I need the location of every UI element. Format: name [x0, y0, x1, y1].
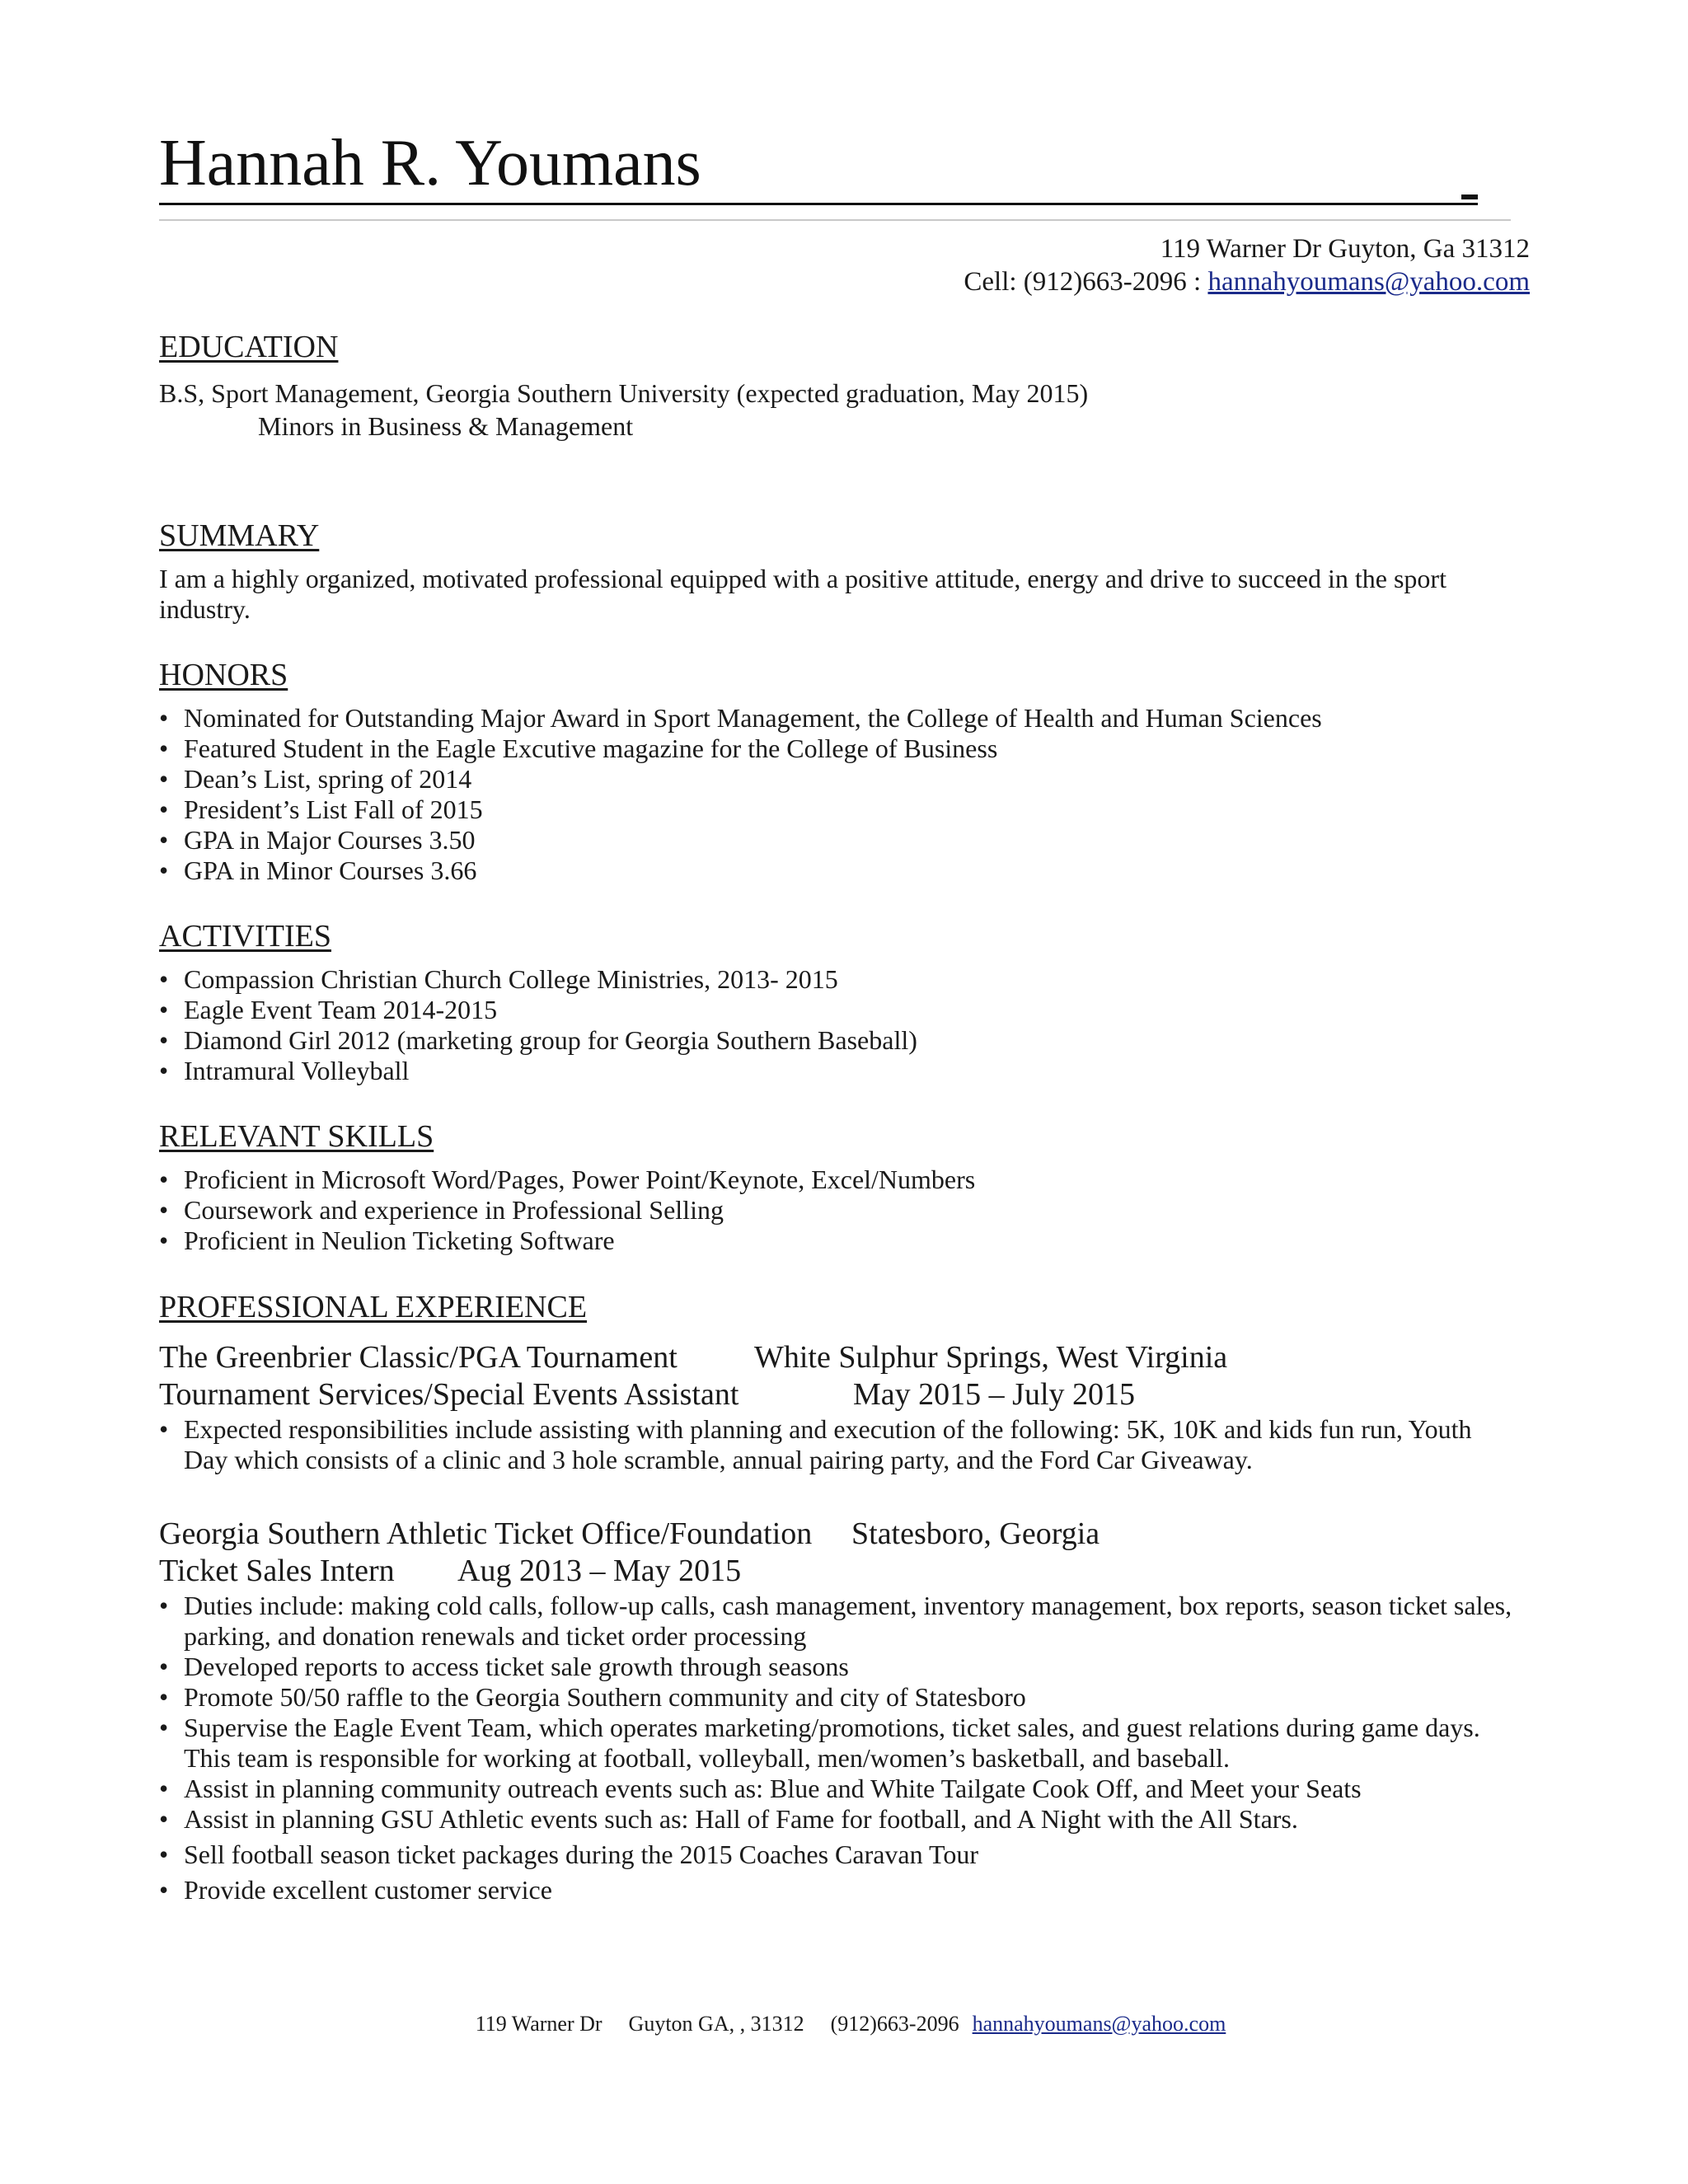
job-2-org: Georgia Southern Athletic Ticket Office/Foundation — [159, 1516, 813, 1551]
list-item: • Expected responsibilities include assisting with planning and execution of the following: 5K, 10K and kids fun run, Youth Day which consists of a clinic and 3 hole scramble, annual pairing party, and the Ford Car Giveaway. — [159, 1414, 1511, 1475]
name-underline-mark — [1461, 194, 1478, 199]
summary-heading: SUMMARY — [159, 518, 320, 553]
list-item: • Eagle Event Team 2014-2015 — [159, 995, 1544, 1025]
header-divider — [159, 219, 1511, 221]
job-1-role: Tournament Services/Special Events Assistant — [159, 1377, 739, 1412]
job-1-location: White Sulphur Springs, West Virginia — [754, 1340, 1228, 1375]
applicant-name — [159, 124, 1478, 205]
list-item: • Sell football season ticket packages during the 2015 Coaches Caravan Tour — [159, 1840, 1527, 1870]
contact-address: 119 Warner Dr Guyton, Ga 31312 — [1160, 234, 1530, 264]
experience-heading: PROFESSIONAL EXPERIENCE — [159, 1290, 588, 1324]
skills-list — [159, 1165, 1544, 1256]
footer-phone: (912)663-2096 — [830, 2012, 959, 2036]
list-item: • President’s List Fall of 2015 — [159, 794, 1544, 825]
list-item: • Supervise the Eagle Event Team, which operates marketing/promotions, ticket sales, and guest relations during game days. This team is responsible for working at football, volleyball, men/women’s basketball, and baseball. — [159, 1713, 1527, 1774]
education-heading: EDUCATION — [159, 330, 339, 364]
contact-cell: Cell: (912)663-2096 : — [964, 267, 1208, 297]
job-1-duties — [159, 1414, 1511, 1475]
contact-info — [964, 232, 1530, 298]
list-item: • Proficient in Microsoft Word/Pages, Power Point/Keynote, Excel/Numbers — [159, 1165, 1544, 1195]
list-item: • Compassion Christian Church College Ministries, 2013- 2015 — [159, 964, 1544, 995]
list-item: • Provide excellent customer service — [159, 1875, 1527, 1905]
job-2-duties — [159, 1591, 1527, 1905]
job-1-org: The Greenbrier Classic/PGA Tournament — [159, 1340, 678, 1375]
list-item: • Assist in planning community outreach events such as: Blue and White Tailgate Cook Off, and Meet your Seats — [159, 1774, 1527, 1804]
footer-street: 119 Warner Dr — [475, 2012, 603, 2036]
applicant-name-text: Hannah R. Youmans — [159, 127, 701, 199]
contact-phone-line — [964, 265, 1530, 298]
list-item: • Nominated for Outstanding Major Award in Sport Management, the College of Health and Human Sciences — [159, 703, 1544, 733]
education-minors: Minors in Business & Management — [258, 411, 634, 441]
name-block — [159, 124, 1511, 205]
honors-list — [159, 703, 1544, 886]
list-item: • Diamond Girl 2012 (marketing group for Georgia Southern Baseball) — [159, 1025, 1544, 1056]
job-2-location: Statesboro, Georgia — [851, 1516, 1100, 1551]
job-1-role-line — [159, 1376, 1135, 1413]
list-item: • Duties include: making cold calls, follow-up calls, cash management, inventory management, box reports, season ticket sales, parking, and donation renewals and ticket order processing — [159, 1591, 1527, 1652]
list-item: • Intramural Volleyball — [159, 1056, 1544, 1086]
list-item: • Developed reports to access ticket sale growth through seasons — [159, 1652, 1527, 1682]
contact-email-link[interactable]: hannahyoumans@yahoo.com — [1207, 267, 1530, 297]
job-1-dates: May 2015 – July 2015 — [853, 1377, 1135, 1412]
job-2-role: Ticket Sales Intern — [159, 1554, 395, 1588]
job-2-header — [159, 1515, 1100, 1553]
job-1-header — [159, 1338, 1227, 1376]
job-2-dates: Aug 2013 – May 2015 — [457, 1554, 742, 1588]
job-2-role-line — [159, 1552, 741, 1590]
list-item: • Proficient in Neulion Ticketing Software — [159, 1226, 1544, 1256]
activities-heading: ACTIVITIES — [159, 919, 331, 954]
list-item: • Coursework and experience in Professional Selling — [159, 1195, 1544, 1226]
footer-city: Guyton GA, , 31312 — [628, 2012, 804, 2036]
list-item: • Promote 50/50 raffle to the Georgia Southern community and city of Statesboro — [159, 1682, 1527, 1713]
footer-email-link[interactable]: hannahyoumans@yahoo.com — [972, 2012, 1226, 2036]
activities-list — [159, 964, 1544, 1086]
list-item: • Assist in planning GSU Athletic events such as: Hall of Fame for football, and A Night with the All Stars. — [159, 1804, 1527, 1835]
list-item: • GPA in Minor Courses 3.66 — [159, 855, 1544, 886]
page-footer — [0, 2011, 1688, 2037]
skills-heading: RELEVANT SKILLS — [159, 1119, 434, 1154]
honors-heading: HONORS — [159, 658, 288, 692]
list-item: • Dean’s List, spring of 2014 — [159, 764, 1544, 794]
education-degree: B.S, Sport Management, Georgia Southern University (expected graduation, May 2015) — [159, 378, 1089, 408]
list-item: • GPA in Major Courses 3.50 — [159, 825, 1544, 855]
summary-text: I am a highly organized, motivated professional equipped with a positive attitude, energy and drive to succeed in the sport industry. — [159, 564, 1447, 624]
list-item: • Featured Student in the Eagle Excutive magazine for the College of Business — [159, 733, 1544, 764]
